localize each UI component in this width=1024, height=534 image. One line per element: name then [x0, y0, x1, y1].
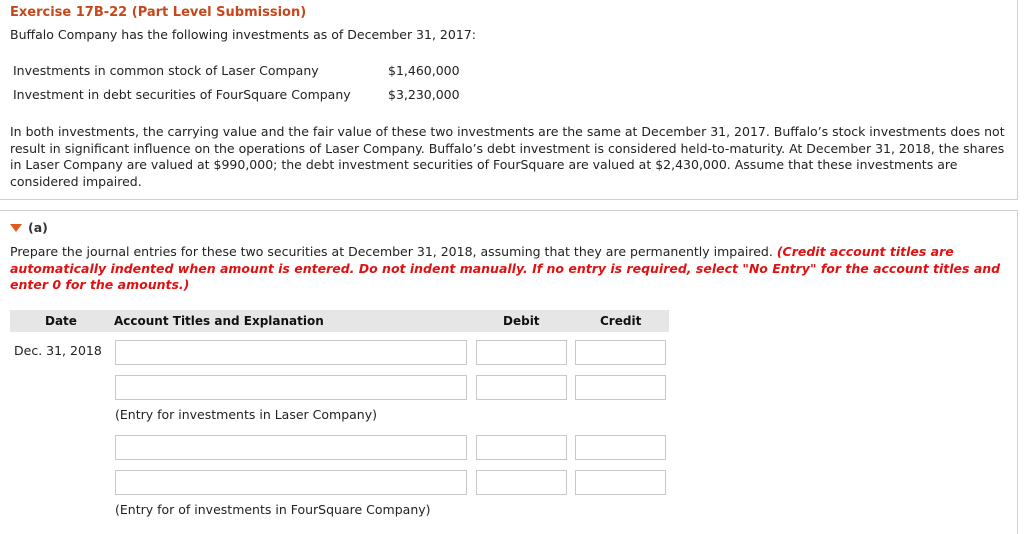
- part-a-label: (a): [28, 220, 48, 235]
- account-title-input[interactable]: [115, 340, 467, 365]
- instruction-text: Prepare the journal entries for these two securities at December 31, 2018, assuming that they are permanently impaired.: [10, 244, 773, 259]
- instruction-note: (Credit account titles are automatically indented when amount is entered. Do not indent manually. If no entry is required, select "No Entry" for the account titles and enter 0 for the amounts.): [10, 244, 1001, 293]
- header-account: Account Titles and Explanation: [114, 314, 324, 328]
- entry-note-laser: (Entry for investments in Laser Company): [115, 407, 377, 422]
- entry-note-foursquare: (Entry for of investments in FourSquare Company): [115, 502, 431, 517]
- debit-input[interactable]: [476, 340, 567, 365]
- investment-amount: $3,230,000: [388, 87, 460, 102]
- exercise-intro: Buffalo Company has the following investments as of December 31, 2017:: [10, 27, 476, 42]
- journal-table-header: [10, 310, 669, 332]
- header-debit: Debit: [503, 314, 540, 328]
- problem-description: In both investments, the carrying value and the fair value of these two investments are the same at December 31, 2017. Buffalo’s stock investments does not result in significant influence on the operations of Laser Company. Buffalo’s debt investment is considered held-to-maturity. At December 31, 2018, the shares in Laser Company are valued at $990,000; the debt investment securities of FourSquare are valued at $2,430,000. Assume that these investments are considered impaired.: [10, 124, 1005, 189]
- account-title-input[interactable]: [115, 375, 467, 400]
- investment-label: Investment in debt securities of FourSquare Company: [13, 87, 351, 102]
- collapse-triangle-icon[interactable]: [10, 224, 22, 232]
- header-date: Date: [45, 314, 77, 328]
- account-title-input[interactable]: [115, 470, 467, 495]
- part-a-instructions: [10, 244, 1010, 294]
- debit-input[interactable]: [476, 435, 567, 460]
- header-credit: Credit: [600, 314, 642, 328]
- part-a-toggle[interactable]: [10, 220, 48, 235]
- investment-label: Investments in common stock of Laser Company: [13, 63, 319, 78]
- investment-amount: $1,460,000: [388, 63, 460, 78]
- debit-input[interactable]: [476, 375, 567, 400]
- exercise-title: Exercise 17B-22 (Part Level Submission): [10, 5, 307, 20]
- credit-input[interactable]: [575, 470, 666, 495]
- credit-input[interactable]: [575, 340, 666, 365]
- entry-date: Dec. 31, 2018: [14, 343, 102, 358]
- account-title-input[interactable]: [115, 435, 467, 460]
- credit-input[interactable]: [575, 435, 666, 460]
- credit-input[interactable]: [575, 375, 666, 400]
- debit-input[interactable]: [476, 470, 567, 495]
